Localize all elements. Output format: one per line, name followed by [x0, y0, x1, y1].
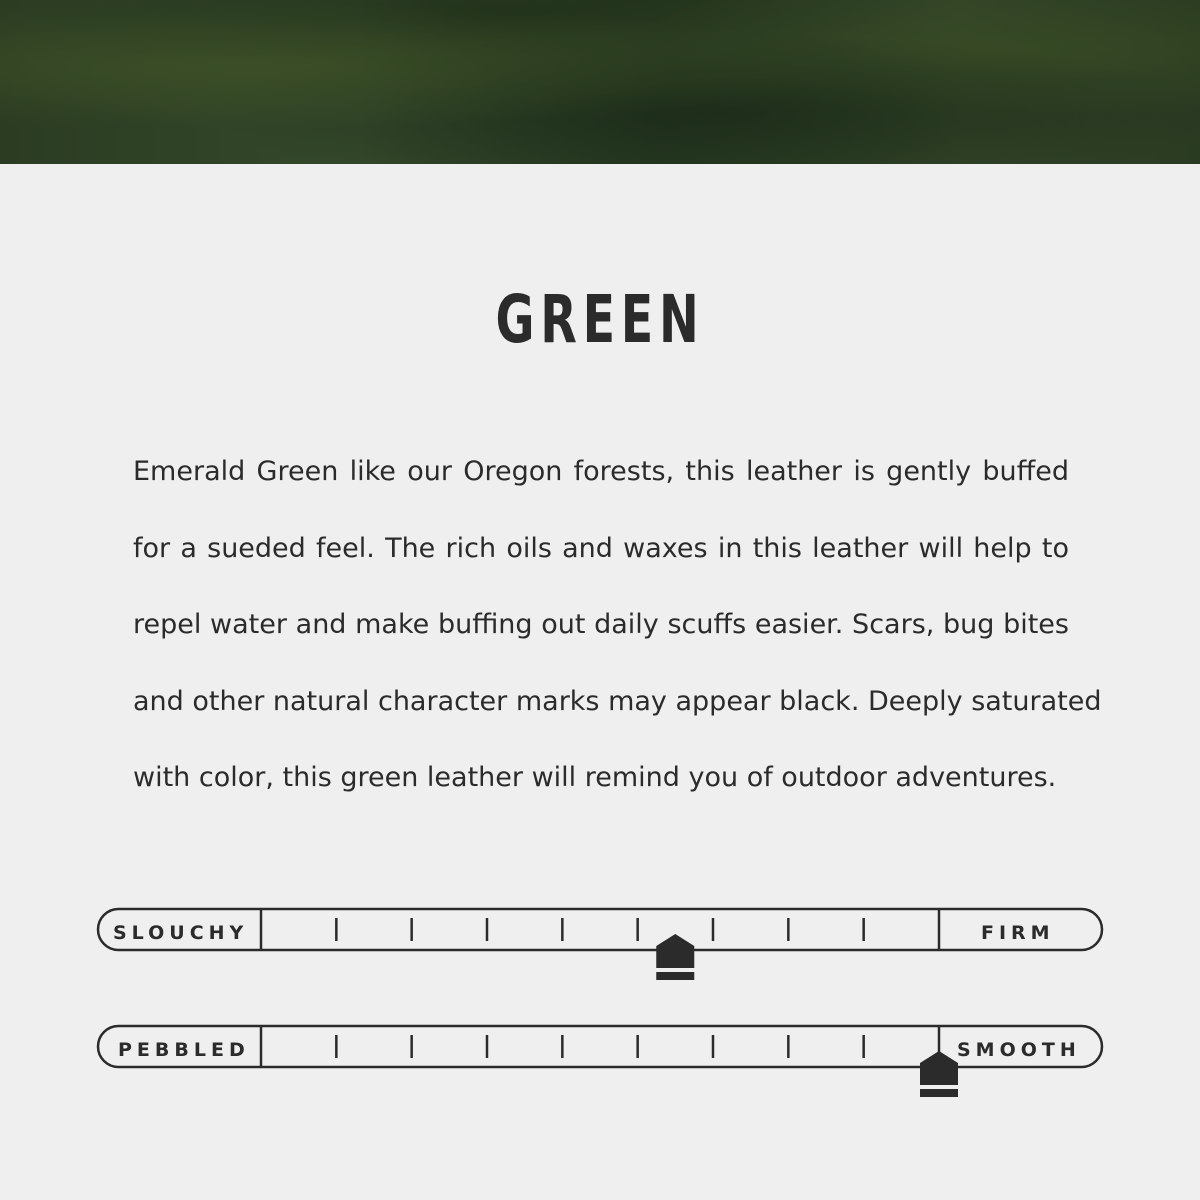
- texture-scale: [96, 1023, 1104, 1103]
- description-line: with color, this green leather will remind you of outdoor adventures.: [133, 762, 1057, 793]
- scale-right-label: SMOOTH: [957, 1039, 1081, 1061]
- firmness-scale-graphic: [96, 906, 1104, 986]
- scale-left-label: PEBBLED: [118, 1039, 250, 1061]
- scale-track: [98, 909, 1102, 950]
- description: [133, 434, 1102, 817]
- scale-left-label: SLOUCHY: [113, 922, 249, 944]
- leather-swatch-banner: [0, 0, 1200, 164]
- scale-ticks: [336, 1035, 863, 1058]
- description-line: repel water and make buffing out daily scuffs easier. Scars, bug bites: [133, 609, 1069, 640]
- texture-scale-graphic: [96, 1023, 1104, 1103]
- firmness-scale: [96, 906, 1104, 986]
- scale-marker-base: [920, 1089, 958, 1097]
- scale-marker-body: [656, 934, 694, 968]
- scale-right-label: FIRM: [981, 922, 1055, 944]
- scale-ticks: [336, 918, 863, 941]
- scale-marker: [920, 1051, 958, 1097]
- description-line: for a sueded feel. The rich oils and waxes in this leather will help to: [133, 532, 1069, 564]
- page-title: GREEN: [495, 281, 705, 358]
- scale-marker-base: [656, 972, 694, 980]
- scale-marker: [656, 934, 694, 980]
- scale-marker-body: [920, 1051, 958, 1085]
- description-line: Emerald Green like our Oregon forests, this leather is gently buffed: [133, 456, 1069, 487]
- description-line: and other natural character marks may appear black. Deeply saturated: [133, 685, 1102, 717]
